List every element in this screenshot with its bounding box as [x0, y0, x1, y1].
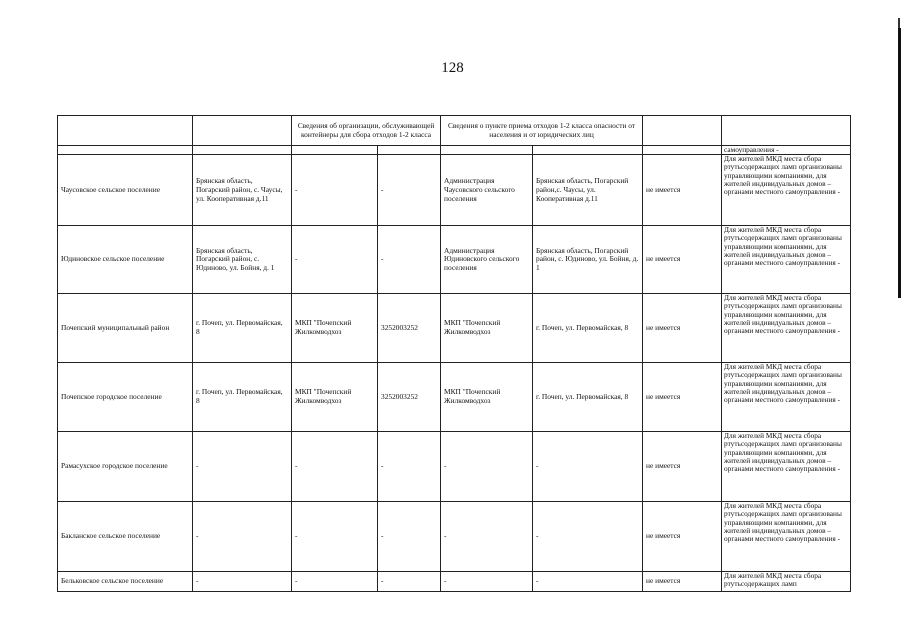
scan-edge-mark	[898, 18, 900, 28]
scan-edge-bar	[898, 28, 901, 298]
license-cell: не имеется	[643, 572, 722, 592]
license-cell: не имеется	[643, 363, 722, 432]
inn-cell: -	[378, 155, 441, 226]
header-cell-blank	[722, 116, 851, 146]
table-row	[58, 502, 851, 572]
point-org-cell: -	[441, 572, 533, 592]
notes-cell: Для жителей МКД места сбора ртутьсодержащих ламп	[722, 572, 851, 592]
service-org-cell: МКП "Почепский Жилкомводхоз	[292, 363, 378, 432]
container-address-cell: -	[193, 572, 292, 592]
point-org-cell: МКП "Почепский Жилкомводхоз	[441, 294, 533, 363]
settlement-cell: Почепский муниципальный район	[58, 294, 193, 363]
settlement-cell: Бакланское сельское поселение	[58, 502, 193, 572]
license-cell: не имеется	[643, 294, 722, 363]
point-org-cell: -	[441, 432, 533, 502]
settlement-cell: Бельковское сельское поселение	[58, 572, 193, 592]
notes-cell: Для жителей МКД места сбора ртутьсодержащих ламп организованы управляющими компаниями, для жителей индивидуальных домов – органами местного самоуправления -	[722, 226, 851, 294]
license-cell: не имеется	[643, 502, 722, 572]
point-org-cell: Администрация Юдиновского сельского поселения	[441, 226, 533, 294]
notes-cell: Для жителей МКД места сбора ртутьсодержащих ламп организованы управляющими компаниями, для жителей индивидуальных домов – органами местного самоуправления -	[722, 432, 851, 502]
inn-cell: -	[378, 572, 441, 592]
continuation-row	[58, 146, 851, 155]
license-cell: не имеется	[643, 155, 722, 226]
container-address-cell: -	[193, 502, 292, 572]
table-header-row	[58, 116, 851, 146]
table-row	[58, 155, 851, 226]
table-row	[58, 226, 851, 294]
header-cell-blank	[193, 116, 292, 146]
service-org-cell: МКП "Почепский Жилкомводхоз	[292, 294, 378, 363]
container-address-cell: Брянская область, Погарский район, с. Юдиново, ул. Бойня, д. 1	[193, 226, 292, 294]
notes-cell: Для жителей МКД места сбора ртутьсодержащих ламп организованы управляющими компаниями, для жителей индивидуальных домов – органами местного самоуправления -	[722, 502, 851, 572]
point-org-cell: МКП "Почепский Жилкомводхоз	[441, 363, 533, 432]
settlement-cell: Почепское городское поселение	[58, 363, 193, 432]
waste-collection-table	[57, 115, 851, 592]
license-cell: не имеется	[643, 226, 722, 294]
service-org-cell: -	[292, 226, 378, 294]
inn-cell: 3252003252	[378, 363, 441, 432]
point-address-cell: Брянская область, Погарский район, с. Юдиново, ул. Бойня, д. 1	[533, 226, 643, 294]
page-number: 128	[441, 60, 464, 76]
container-address-cell: г. Почеп, ул. Первомайская, 8	[193, 294, 292, 363]
license-cell: не имеется	[643, 432, 722, 502]
service-org-cell: -	[292, 502, 378, 572]
container-address-cell: г. Почеп, ул. Первомайская, 8	[193, 363, 292, 432]
settlement-cell: Юдиновское сельское поселение	[58, 226, 193, 294]
table-row	[58, 572, 851, 592]
point-address-cell: г. Почеп, ул. Первомайская, 8	[533, 294, 643, 363]
header-collection-point-group: Сведения о пункте приема отходов 1-2 класса опасности от населения и от юридических лиц	[441, 116, 643, 146]
header-cell-blank	[58, 116, 193, 146]
service-org-cell: -	[292, 155, 378, 226]
inn-cell: -	[378, 226, 441, 294]
inn-cell: -	[378, 432, 441, 502]
inn-cell: 3252003252	[378, 294, 441, 363]
point-address-cell: -	[533, 572, 643, 592]
notes-cell: Для жителей МКД места сбора ртутьсодержащих ламп организованы управляющими компаниями, для жителей индивидуальных домов – органами местного самоуправления -	[722, 294, 851, 363]
container-address-cell: -	[193, 432, 292, 502]
point-address-cell: -	[533, 432, 643, 502]
settlement-cell: Рамасухское городское поселение	[58, 432, 193, 502]
point-address-cell: -	[533, 502, 643, 572]
inn-cell: -	[378, 502, 441, 572]
settlement-cell: Чаусовское сельское поселение	[58, 155, 193, 226]
continuation-note: самоуправления -	[722, 146, 851, 155]
point-org-cell: -	[441, 502, 533, 572]
header-organization-group: Сведения об организации, обслуживающей контейнеры для сбора отходов 1-2 класса	[292, 116, 441, 146]
notes-cell: Для жителей МКД места сбора ртутьсодержащих ламп организованы управляющими компаниями, для жителей индивидуальных домов – органами местного самоуправления -	[722, 155, 851, 226]
notes-cell: Для жителей МКД места сбора ртутьсодержащих ламп организованы управляющими компаниями, для жителей индивидуальных домов – органами местного самоуправления -	[722, 363, 851, 432]
point-org-cell: Администрация Чаусовского сельского поселения	[441, 155, 533, 226]
table-row	[58, 432, 851, 502]
table-row	[58, 294, 851, 363]
point-address-cell: г. Почеп, ул. Первомайская, 8	[533, 363, 643, 432]
table-row	[58, 363, 851, 432]
header-cell-blank	[643, 116, 722, 146]
service-org-cell: -	[292, 432, 378, 502]
service-org-cell: -	[292, 572, 378, 592]
container-address-cell: Брянская область, Погарский район, с. Чаусы, ул. Кооперативная д.11	[193, 155, 292, 226]
point-address-cell: Брянская область, Погарский район,с. Чаусы, ул. Кооперативная д.11	[533, 155, 643, 226]
